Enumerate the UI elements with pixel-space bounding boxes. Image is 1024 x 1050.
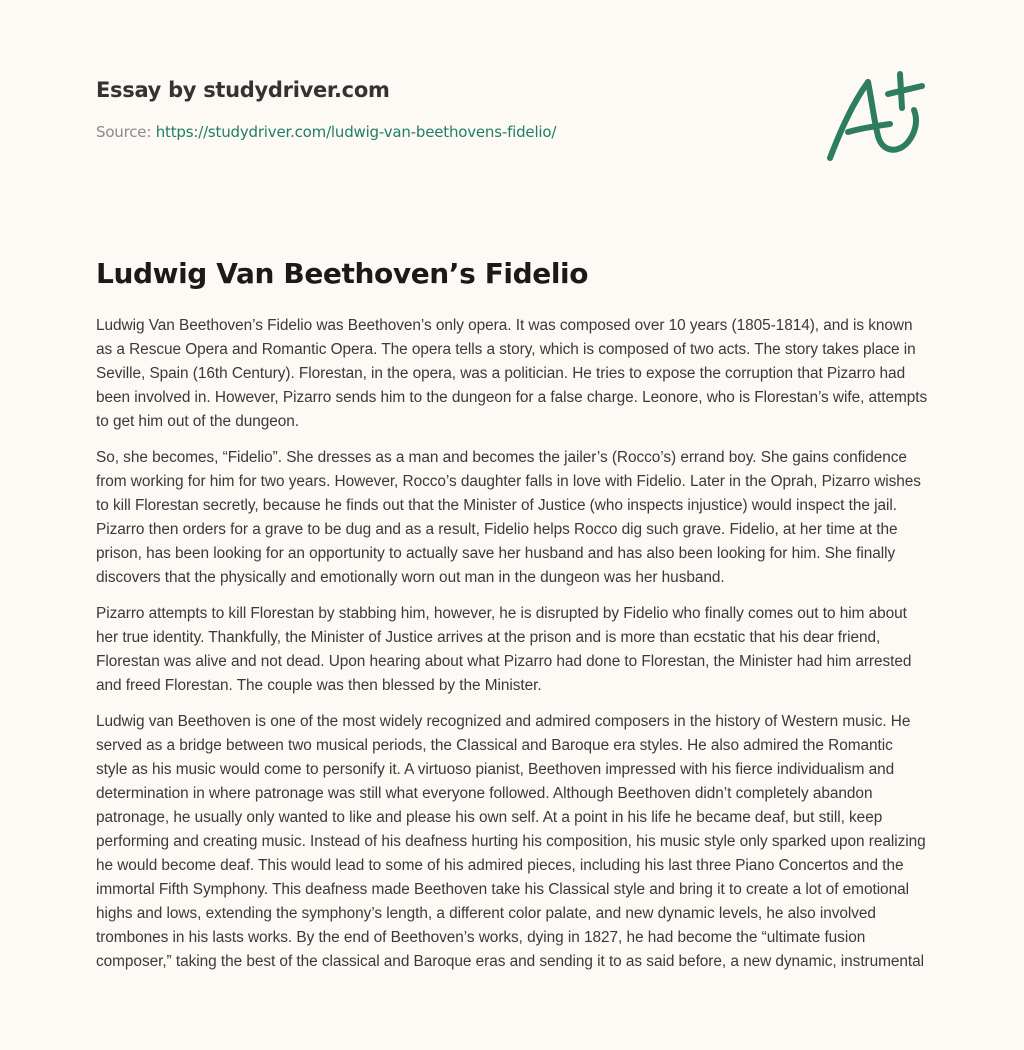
page-header: [96, 74, 796, 142]
source-link[interactable]: https://studydriver.com/ludwig-van-beethovens-fidelio/: [155, 123, 557, 141]
a-plus-grade-icon: [818, 62, 934, 170]
essay-title: Ludwig Van Beethoven’s Fidelio: [96, 257, 589, 290]
source-label: Source:: [96, 123, 156, 141]
essay-paragraph: Pizarro attempts to kill Florestan by stabbing him, however, he is disrupted by Fidelio who finally comes out to him about her true identity. Thankfully, the Minister of Justice arrives at the prison and is more than ecstatic that his dear friend, Florestan was alive and not dead. Upon hearing about what Pizarro had done to Florestan, the Minister had him arrested and freed Florestan. The couple was then blessed by the Minister.: [96, 605, 912, 694]
essay-body: [96, 314, 928, 986]
essay-paragraph: Ludwig Van Beethoven’s Fidelio was Beethoven’s only opera. It was composed over 10 years (1805-1814), and is known as a Rescue Opera and Romantic Opera. The opera tells a story, which is composed of two acts. The story takes place in Seville, Spain (16th Century). Florestan, in the opera, was a politician. He tries to expose the corruption that Pizarro had been involved in. However, Pizarro sends him to the dungeon for a false charge. Leonore, who is Florestan’s wife, attempts to get him out of the dungeon.: [96, 317, 928, 430]
source-line: [96, 122, 796, 142]
site-title: Essay by studydriver.com: [96, 78, 390, 102]
essay-paragraph: Ludwig van Beethoven is one of the most widely recognized and admired composers in the history of Western music. He served as a bridge between two musical periods, the Classical and Baroque era styles. He also admired the Romantic style as his music would come to personify it. A virtuoso pianist, Beethoven impressed with his fierce individualism and determination in where patronage was still what everyone followed. Although Beethoven didn’t completely abandon patronage, he usually only wanted to like and please his own self. At a point in his life he became deaf, but still, keep performing and creating music. Instead of his deafness hurting his composition, his music style only sparked upon realizing he would become deaf. This would lead to some of his admired pieces, including his last three Piano Concertos and the immortal Fifth Symphony. This deafness made Beethoven take his Classical style and bring it to create a lot of emotional highs and lows, extending the symphony’s length, a different color palate, and new dynamic levels, he also involved trombones in his lasts works. By the end of Beethoven’s works, dying in 1827, he had become the “ultimate fusion composer,” taking the best of the classical and Baroque eras and sending it to as said before, a new dynamic, instrumental: [96, 713, 926, 970]
essay-paragraph: So, she becomes, “Fidelio”. She dresses as a man and becomes the jailer’s (Rocco’s) errand boy. She gains confidence from working for him for two years. However, Rocco’s daughter falls in love with Fidelio. Later in the Oprah, Pizarro wishes to kill Florestan secretly, because he finds out that the Minister of Justice (who inspects injustice) would inspect the jail. Pizarro then orders for a grave to be dug and as a result, Fidelio helps Rocco dig such grave. Fidelio, at her time at the prison, has been looking for an opportunity to actually save her husband and has also been looking for him. She finally discovers that the physically and emotionally worn out man in the dungeon was her husband.: [96, 449, 921, 586]
